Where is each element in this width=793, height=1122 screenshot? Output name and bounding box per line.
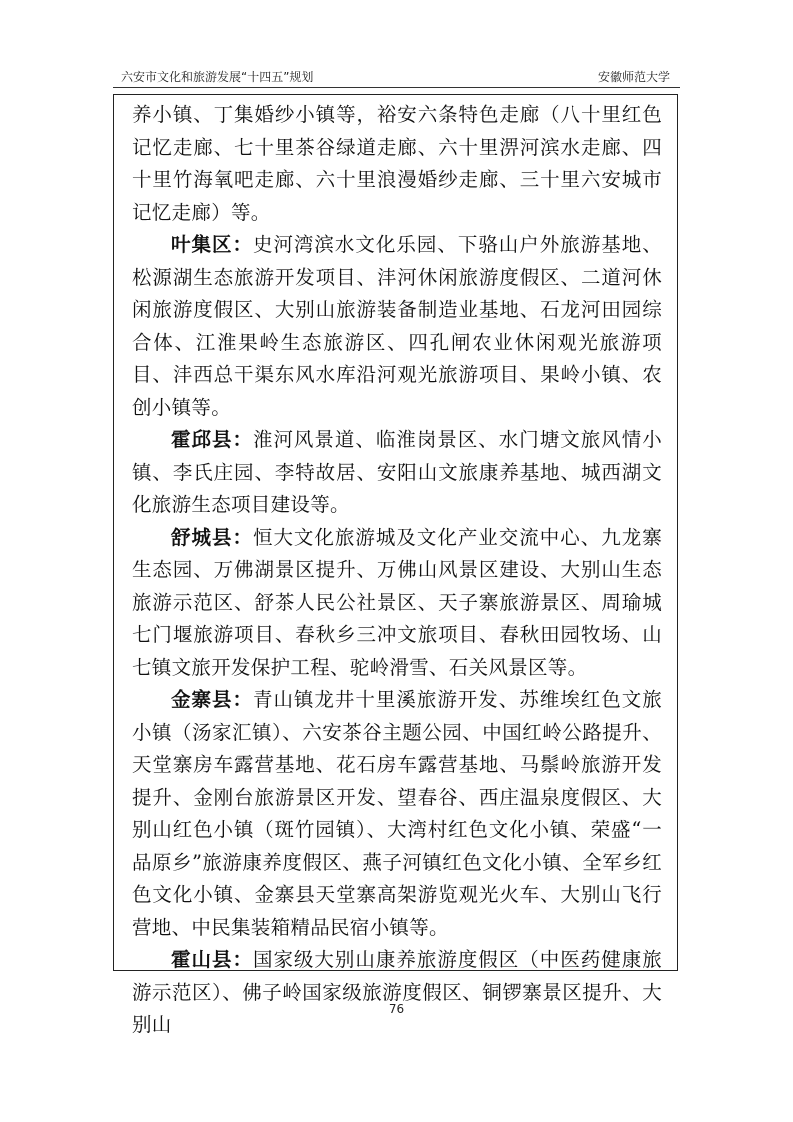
- paragraph-continuation: [132, 99, 662, 229]
- paragraph-jinzhai: [132, 684, 662, 944]
- paragraph-text: 国家级大别山康养旅游度假区（中医药健康旅游示范区）、佛子岭国家级旅游度假区、铜锣寨景区提升、大别山: [132, 948, 662, 1036]
- paragraph-text: 淮河风景道、临淮岗景区、水门塘文旅风情小镇、李氏庄园、李特故居、安阳山文旅康养基地、城西湖文化旅游生态项目建设等。: [132, 428, 662, 516]
- county-label: 舒城县：: [171, 525, 253, 549]
- page-number: 76: [388, 1002, 405, 1016]
- author-institution: 安徽师范大学: [597, 70, 670, 84]
- body-text: [132, 99, 662, 1042]
- county-label: 霍山县：: [171, 948, 253, 971]
- paragraph-huoqiu: [132, 424, 662, 522]
- county-label: 叶集区：: [171, 233, 253, 256]
- header-divider: [113, 87, 680, 88]
- paragraph-huoshan: [132, 944, 662, 1042]
- paragraph-text: 恒大文化旅游城及文化产业交流中心、九龙寨生态园、万佛湖景区提升、万佛山风景区建设、大别山生态旅游示范区、舒茶人民公社景区、天子寨旅游景区、周瑜城七门堰旅游项目、春秋乡三冲文旅项目、春秋田园牧场、山七镇文旅开发保护工程、驼岭滑雪、石关风景区等。: [132, 525, 662, 679]
- paragraph-text: 青山镇龙井十里溪旅游开发、苏维埃红色文旅小镇（汤家汇镇）、六安茶谷主题公园、中国红岭公路提升、天堂寨房车露营基地、花石房车露营基地、马鬃岭旅游开发提升、金刚台旅游景区开发、望春谷、西庄温泉度假区、大别山红色小镇（斑竹园镇）、大湾村红色文化小镇、荣盛“一品原乡”旅游康养度假区、燕子河镇红色文化小镇、全军乡红色文化小镇、金寨县天堂寨高架游览观光火车、大别山飞行营地、中民集装箱精品民宿小镇等。: [132, 688, 662, 939]
- county-label: 霍邱县：: [171, 428, 253, 451]
- paragraph-text: 养小镇、丁集婚纱小镇等，裕安六条特色走廊（八十里红色记忆走廊、七十里茶谷绿道走廊、六十里淠河滨水走廊、四十里竹海氧吧走廊、六十里浪漫婚纱走廊、三十里六安城市记忆走廊）等。: [132, 103, 662, 224]
- page-header: [113, 66, 680, 88]
- paragraph-text: 史河湾滨水文化乐园、下骆山户外旅游基地、松源湖生态旅游开发项目、沣河休闲旅游度假区、二道河休闲旅游度假区、大别山旅游装备制造业基地、石龙河田园综合体、江淮果岭生态旅游区、四孔闸农业休闲观光旅游项目、沣西总干渠东风水库沿河观光旅游项目、果岭小镇、农创小镇等。: [132, 233, 662, 419]
- document-title: 六安市文化和旅游发展“十四五”规划: [121, 70, 314, 84]
- county-label: 金寨县：: [171, 688, 253, 711]
- paragraph-yeji: [132, 229, 662, 424]
- paragraph-shucheng: [132, 522, 662, 685]
